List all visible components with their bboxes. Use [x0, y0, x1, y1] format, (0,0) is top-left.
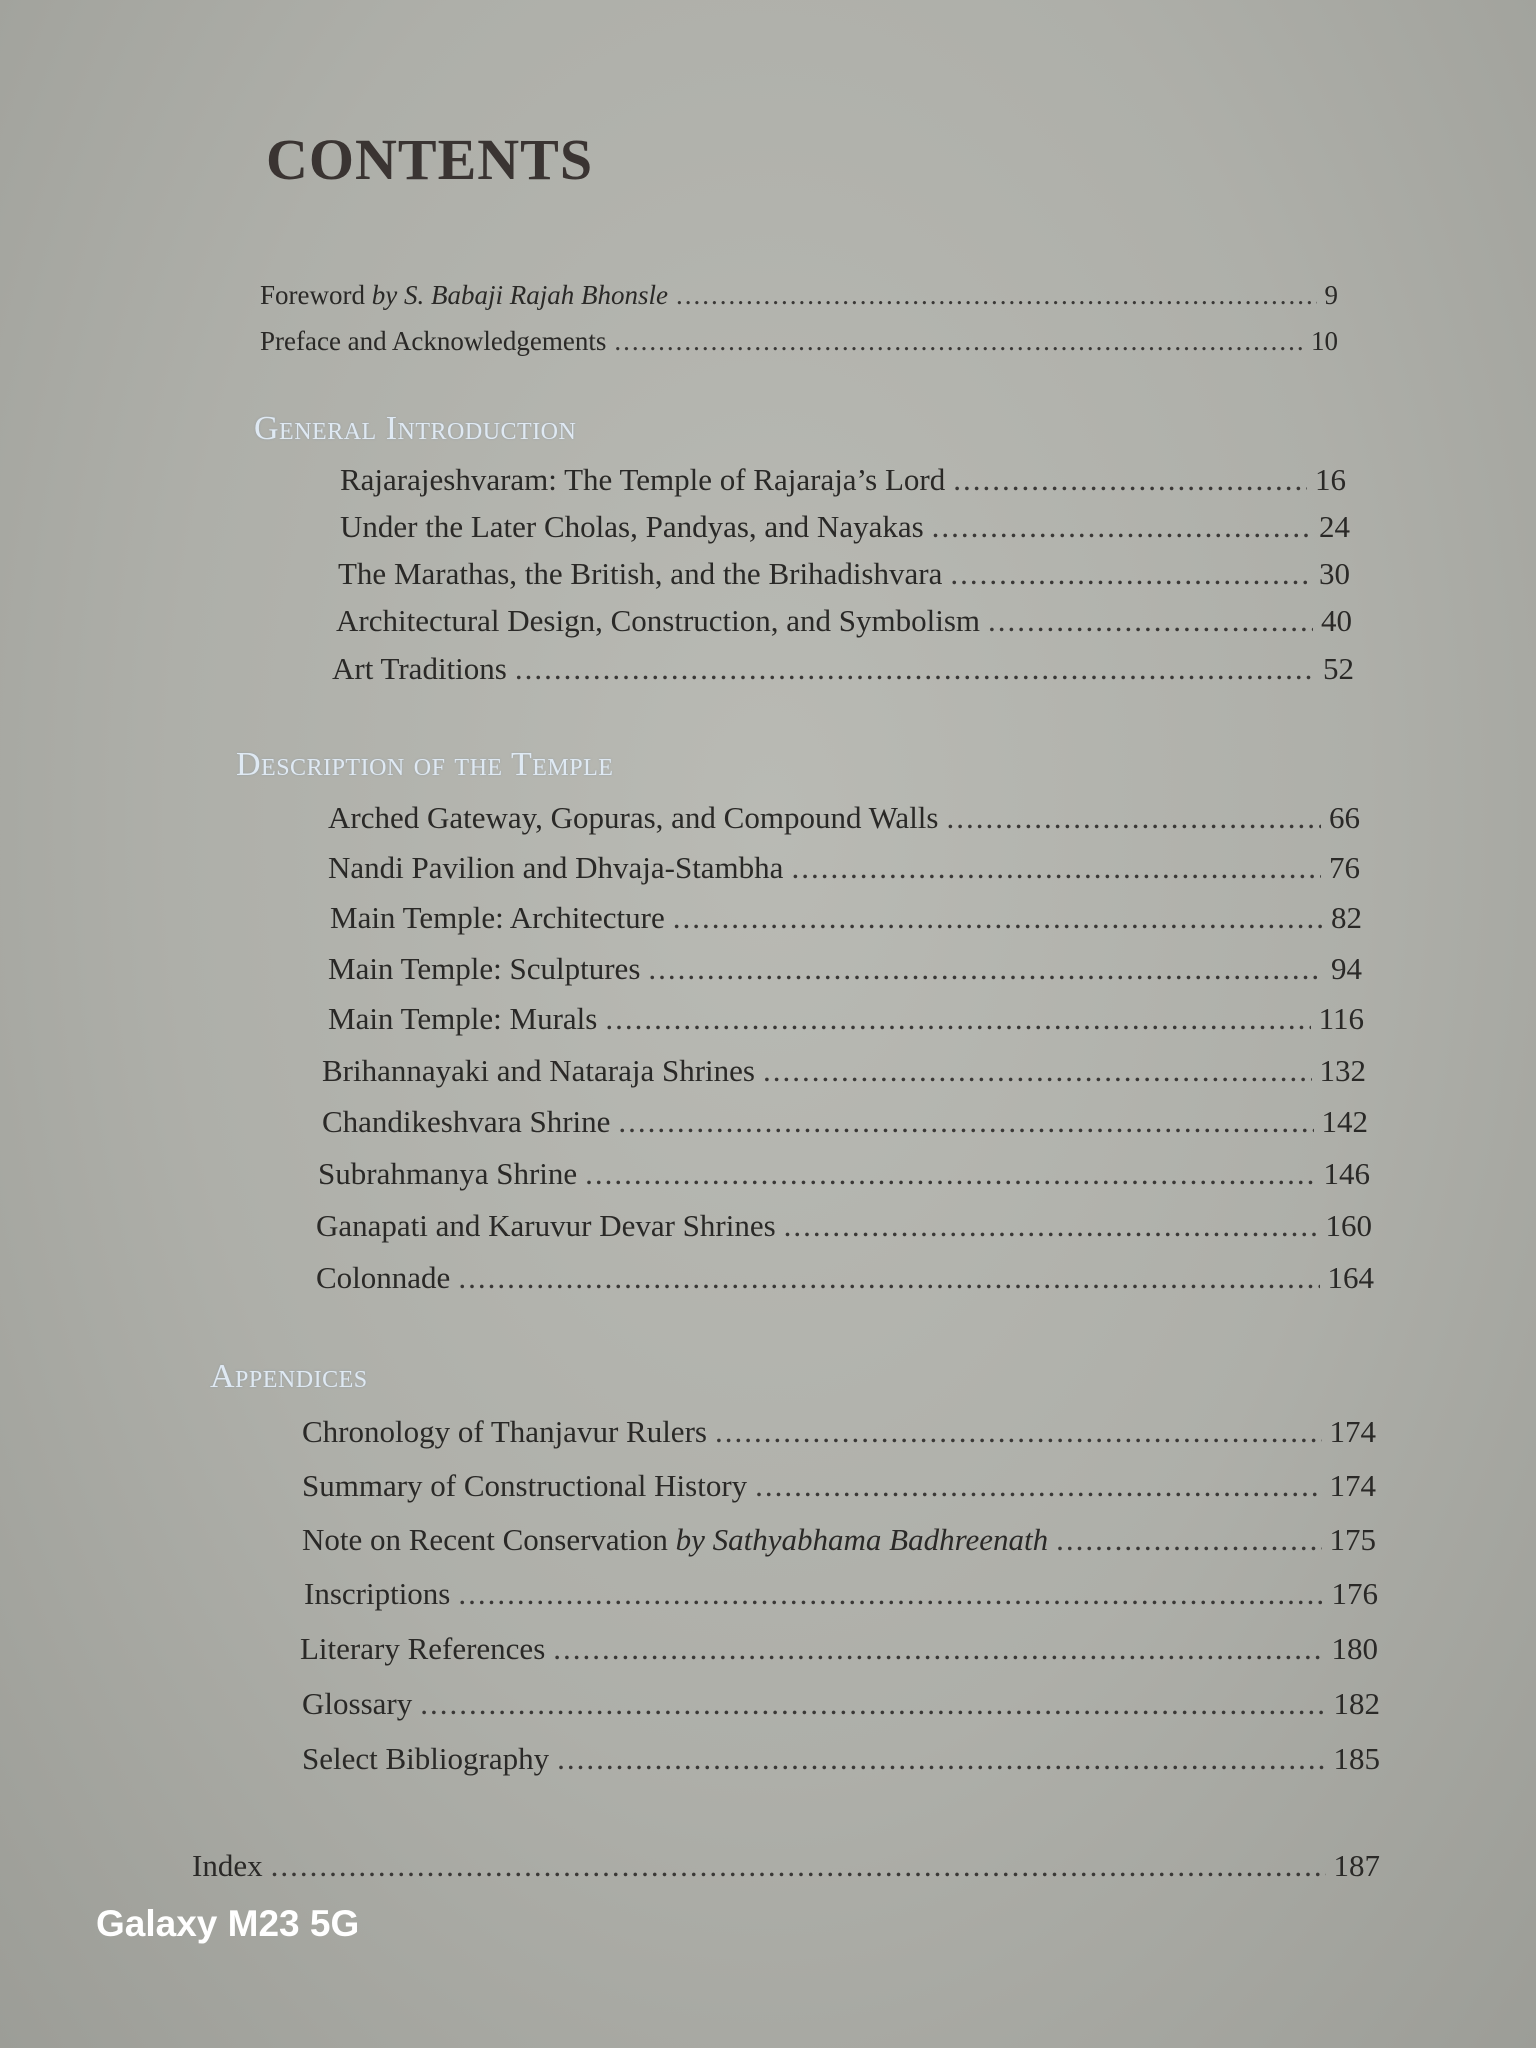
toc-entry	[340, 509, 1350, 545]
toc-entry-page: 182	[1333, 1686, 1380, 1721]
toc-entry-page: 30	[1319, 556, 1350, 591]
camera-watermark: Galaxy M23 5G	[96, 1903, 360, 1944]
toc-entry	[302, 1522, 1376, 1558]
leader-dots	[715, 1414, 1322, 1450]
toc-entry-label: Chandikeshvara Shrine	[322, 1104, 611, 1139]
toc-entry	[330, 900, 1362, 936]
toc-entry-page: 174	[1329, 1414, 1376, 1449]
leader-dots	[515, 651, 1315, 687]
toc-entry-page: 164	[1327, 1260, 1374, 1295]
toc-entry-author: by Sathyabhama Badhreenath	[675, 1522, 1049, 1557]
toc-entry	[318, 1156, 1370, 1192]
leader-dots	[676, 280, 1317, 311]
toc-entry-page: 160	[1325, 1208, 1372, 1243]
toc-entry-label: Subrahmanya Shrine	[318, 1156, 578, 1191]
toc-entry	[340, 462, 1346, 498]
section-heading-description-of-the-temple: Description of the Temple	[236, 746, 614, 783]
toc-entry	[328, 800, 1360, 836]
toc-entry-label: Art Traditions	[332, 651, 507, 686]
toc-entry-label: Main Temple: Sculptures	[328, 951, 641, 986]
leader-dots	[557, 1741, 1325, 1777]
toc-entry	[302, 1468, 1376, 1504]
toc-entry	[302, 1686, 1380, 1722]
toc-entry-page: 174	[1329, 1468, 1376, 1503]
leader-dots	[585, 1156, 1315, 1192]
toc-entry	[316, 1208, 1372, 1244]
toc-entry-page: 16	[1315, 462, 1346, 497]
toc-entry-page: 24	[1319, 509, 1350, 544]
toc-entry-label: Literary References	[300, 1631, 546, 1666]
toc-entry-label: Ganapati and Karuvur Devar Shrines	[316, 1208, 776, 1243]
toc-entry-page: 66	[1329, 800, 1360, 835]
toc-entry-page: 10	[1311, 326, 1338, 356]
leader-dots	[932, 509, 1311, 545]
leader-dots	[763, 1053, 1312, 1089]
toc-entry-label: Index	[192, 1848, 263, 1883]
toc-entry	[302, 1414, 1376, 1450]
section-heading-general-introduction: General Introduction	[254, 410, 577, 447]
toc-entry	[322, 1053, 1366, 1089]
toc-entry-label: Note on Recent Conservation	[302, 1522, 668, 1557]
toc-entry-page: 132	[1319, 1053, 1366, 1088]
toc-entry-foreword	[260, 280, 1338, 311]
toc-entry-page: 9	[1324, 280, 1338, 310]
leader-dots	[953, 462, 1307, 498]
toc-entry-page: 180	[1331, 1631, 1378, 1666]
toc-entry-label: Brihannayaki and Nataraja Shrines	[322, 1053, 755, 1088]
leader-dots	[458, 1576, 1323, 1612]
toc-entry-label: Arched Gateway, Gopuras, and Compound Walls	[328, 800, 939, 835]
toc-entry-page: 146	[1323, 1156, 1370, 1191]
leader-dots	[618, 1104, 1313, 1140]
toc-entry-label: Colonnade	[316, 1260, 451, 1295]
toc-entry-label: The Marathas, the British, and the Brihadishvara	[338, 556, 943, 591]
toc-entry-label: Glossary	[302, 1686, 413, 1721]
leader-dots	[458, 1260, 1319, 1296]
toc-entry-label: Architectural Design, Construction, and Symbolism	[336, 603, 981, 638]
toc-entry-page: 185	[1333, 1741, 1380, 1776]
toc-entry-label: Nandi Pavilion and Dhvaja-Stambha	[328, 850, 784, 885]
toc-entry-author: by S. Babaji Rajah Bhonsle	[371, 280, 668, 310]
toc-entry-page: 175	[1329, 1522, 1376, 1557]
toc-entry-page: 76	[1329, 850, 1360, 885]
toc-entry-page: 176	[1331, 1576, 1378, 1611]
section-heading-appendices: Appendices	[210, 1358, 368, 1395]
toc-entry	[336, 603, 1352, 639]
leader-dots	[950, 556, 1311, 592]
toc-entry-page: 94	[1331, 951, 1362, 986]
toc-entry-page: 82	[1331, 900, 1362, 935]
leader-dots	[946, 800, 1321, 836]
toc-entry	[332, 651, 1354, 687]
toc-entry	[338, 556, 1350, 592]
toc-entry-preface	[260, 326, 1338, 357]
toc-entry	[328, 951, 1362, 987]
toc-entry-page: 142	[1321, 1104, 1368, 1139]
toc-entry-label: Main Temple: Architecture	[330, 900, 665, 935]
toc-entry-page: 187	[1333, 1848, 1380, 1883]
page-title: CONTENTS	[266, 127, 594, 192]
toc-entry	[302, 1741, 1380, 1777]
toc-entry	[322, 1104, 1368, 1140]
leader-dots	[420, 1686, 1325, 1722]
toc-entry-page: 52	[1323, 651, 1354, 686]
toc-entry	[300, 1631, 1378, 1667]
toc-entry-index	[192, 1848, 1380, 1884]
leader-dots	[605, 1001, 1310, 1037]
toc-entry	[328, 850, 1360, 886]
toc-entry-label: Rajarajeshvaram: The Temple of Rajaraja’s Lord	[340, 462, 946, 497]
leader-dots	[271, 1848, 1326, 1884]
toc-entry-page: 116	[1318, 1001, 1364, 1036]
toc-entry	[304, 1576, 1378, 1612]
toc-entry-label: Foreword	[260, 280, 365, 310]
toc-entry-label: Summary of Constructional History	[302, 1468, 748, 1503]
toc-entry	[316, 1260, 1374, 1296]
toc-entry-label: Main Temple: Murals	[328, 1001, 598, 1036]
toc-entry-label: Select Bibliography	[302, 1741, 550, 1776]
toc-entry-label: Inscriptions	[304, 1576, 451, 1611]
toc-entry-label: Preface and Acknowledgements	[260, 326, 607, 356]
leader-dots	[784, 1208, 1318, 1244]
leader-dots	[648, 951, 1323, 987]
toc-entry-label: Chronology of Thanjavur Rulers	[302, 1414, 707, 1449]
leader-dots	[1056, 1522, 1321, 1558]
leader-dots	[673, 900, 1323, 936]
leader-dots	[553, 1631, 1323, 1667]
leader-dots	[614, 326, 1303, 357]
toc-entry-page: 40	[1321, 603, 1352, 638]
leader-dots	[755, 1468, 1321, 1504]
leader-dots	[791, 850, 1321, 886]
toc-entry	[328, 1001, 1364, 1037]
toc-entry-label: Under the Later Cholas, Pandyas, and Nayakas	[340, 509, 924, 544]
leader-dots	[988, 603, 1313, 639]
